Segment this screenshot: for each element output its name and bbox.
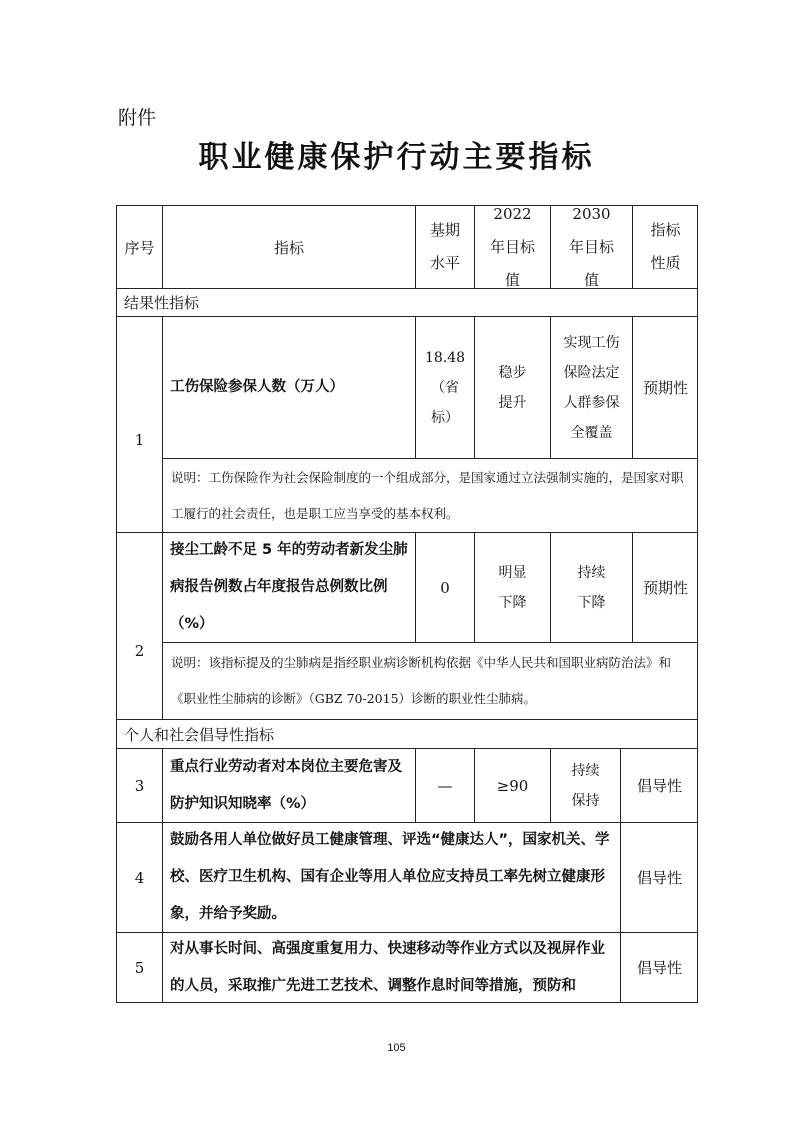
header-target-2030: 2030 年目标值 [550,205,632,288]
row2-indicator: 接尘工龄不足 5 年的劳动者新发尘肺病报告例数占年度报告总例数比例（%） [162,532,415,642]
row3-baseline: — [415,748,474,822]
row4-indicator: 鼓励各用人单位做好员工健康管理、评选“健康达人”，国家机关、学校、医疗卫生机构、国有企业等用人单位应支持员工率先树立健康形象，并给予奖励。 [162,822,620,932]
header-target-2022: 2022 年目标值 [474,205,550,288]
row4-nature: 倡导性 [620,822,698,932]
header-baseline: 基期水平 [415,205,474,288]
row2-target-2022: 明显下降 [474,532,550,642]
page-title: 职业健康保护行动主要指标 [198,140,595,175]
section-result-heading: 结果性指标 [116,288,698,316]
page-number: 105 [387,1042,406,1054]
row3-target-2030: 持续保持 [550,748,620,822]
header-seq: 序号 [116,205,162,288]
row2-target-2030: 持续下降 [550,532,632,642]
row1-seq: 1 [116,316,162,532]
row2-baseline: 0 [415,532,474,642]
row1-baseline: 18.48（省标） [415,316,474,458]
row5-seq: 5 [116,932,162,1003]
row2-nature: 预期性 [632,532,698,642]
row1-target-2022: 稳步提升 [474,316,550,458]
row1-indicator: 工伤保险参保人数（万人） [162,316,415,458]
header-nature: 指标性质 [632,205,698,288]
row4-seq: 4 [116,822,162,932]
row1-target-2030: 实现工伤保险法定人群参保全覆盖 [550,316,632,458]
row3-seq: 3 [116,748,162,822]
row3-target-2022: ≥90 [474,748,550,822]
header-indicator: 指标 [162,205,415,288]
row1-nature: 预期性 [632,316,698,458]
row5-indicator: 对从事长时间、高强度重复用力、快速移动等作业方式以及视屏作业的人员，采取推广先进工艺技术、调整作息时间等措施，预防和 [162,932,620,1003]
row3-indicator: 重点行业劳动者对本岗位主要危害及防护知识知晓率（%） [162,748,415,822]
row2-note: 说明：该指标提及的尘肺病是指经职业病诊断机构依据《中华人民共和国职业病防治法》和《职业性尘肺病的诊断》（GBZ 70-2015）诊断的职业性尘肺病。 [162,642,698,719]
row1-note: 说明：工伤保险作为社会保险制度的一个组成部分，是国家通过立法强制实施的，是国家对职工履行的社会责任，也是职工应当享受的基本权利。 [162,458,698,532]
row2-seq: 2 [116,532,162,719]
row5-nature: 倡导性 [620,932,698,1003]
row3-nature: 倡导性 [620,748,698,822]
attachment-label: 附件 [118,107,157,129]
section-advocacy-heading: 个人和社会倡导性指标 [116,719,698,748]
